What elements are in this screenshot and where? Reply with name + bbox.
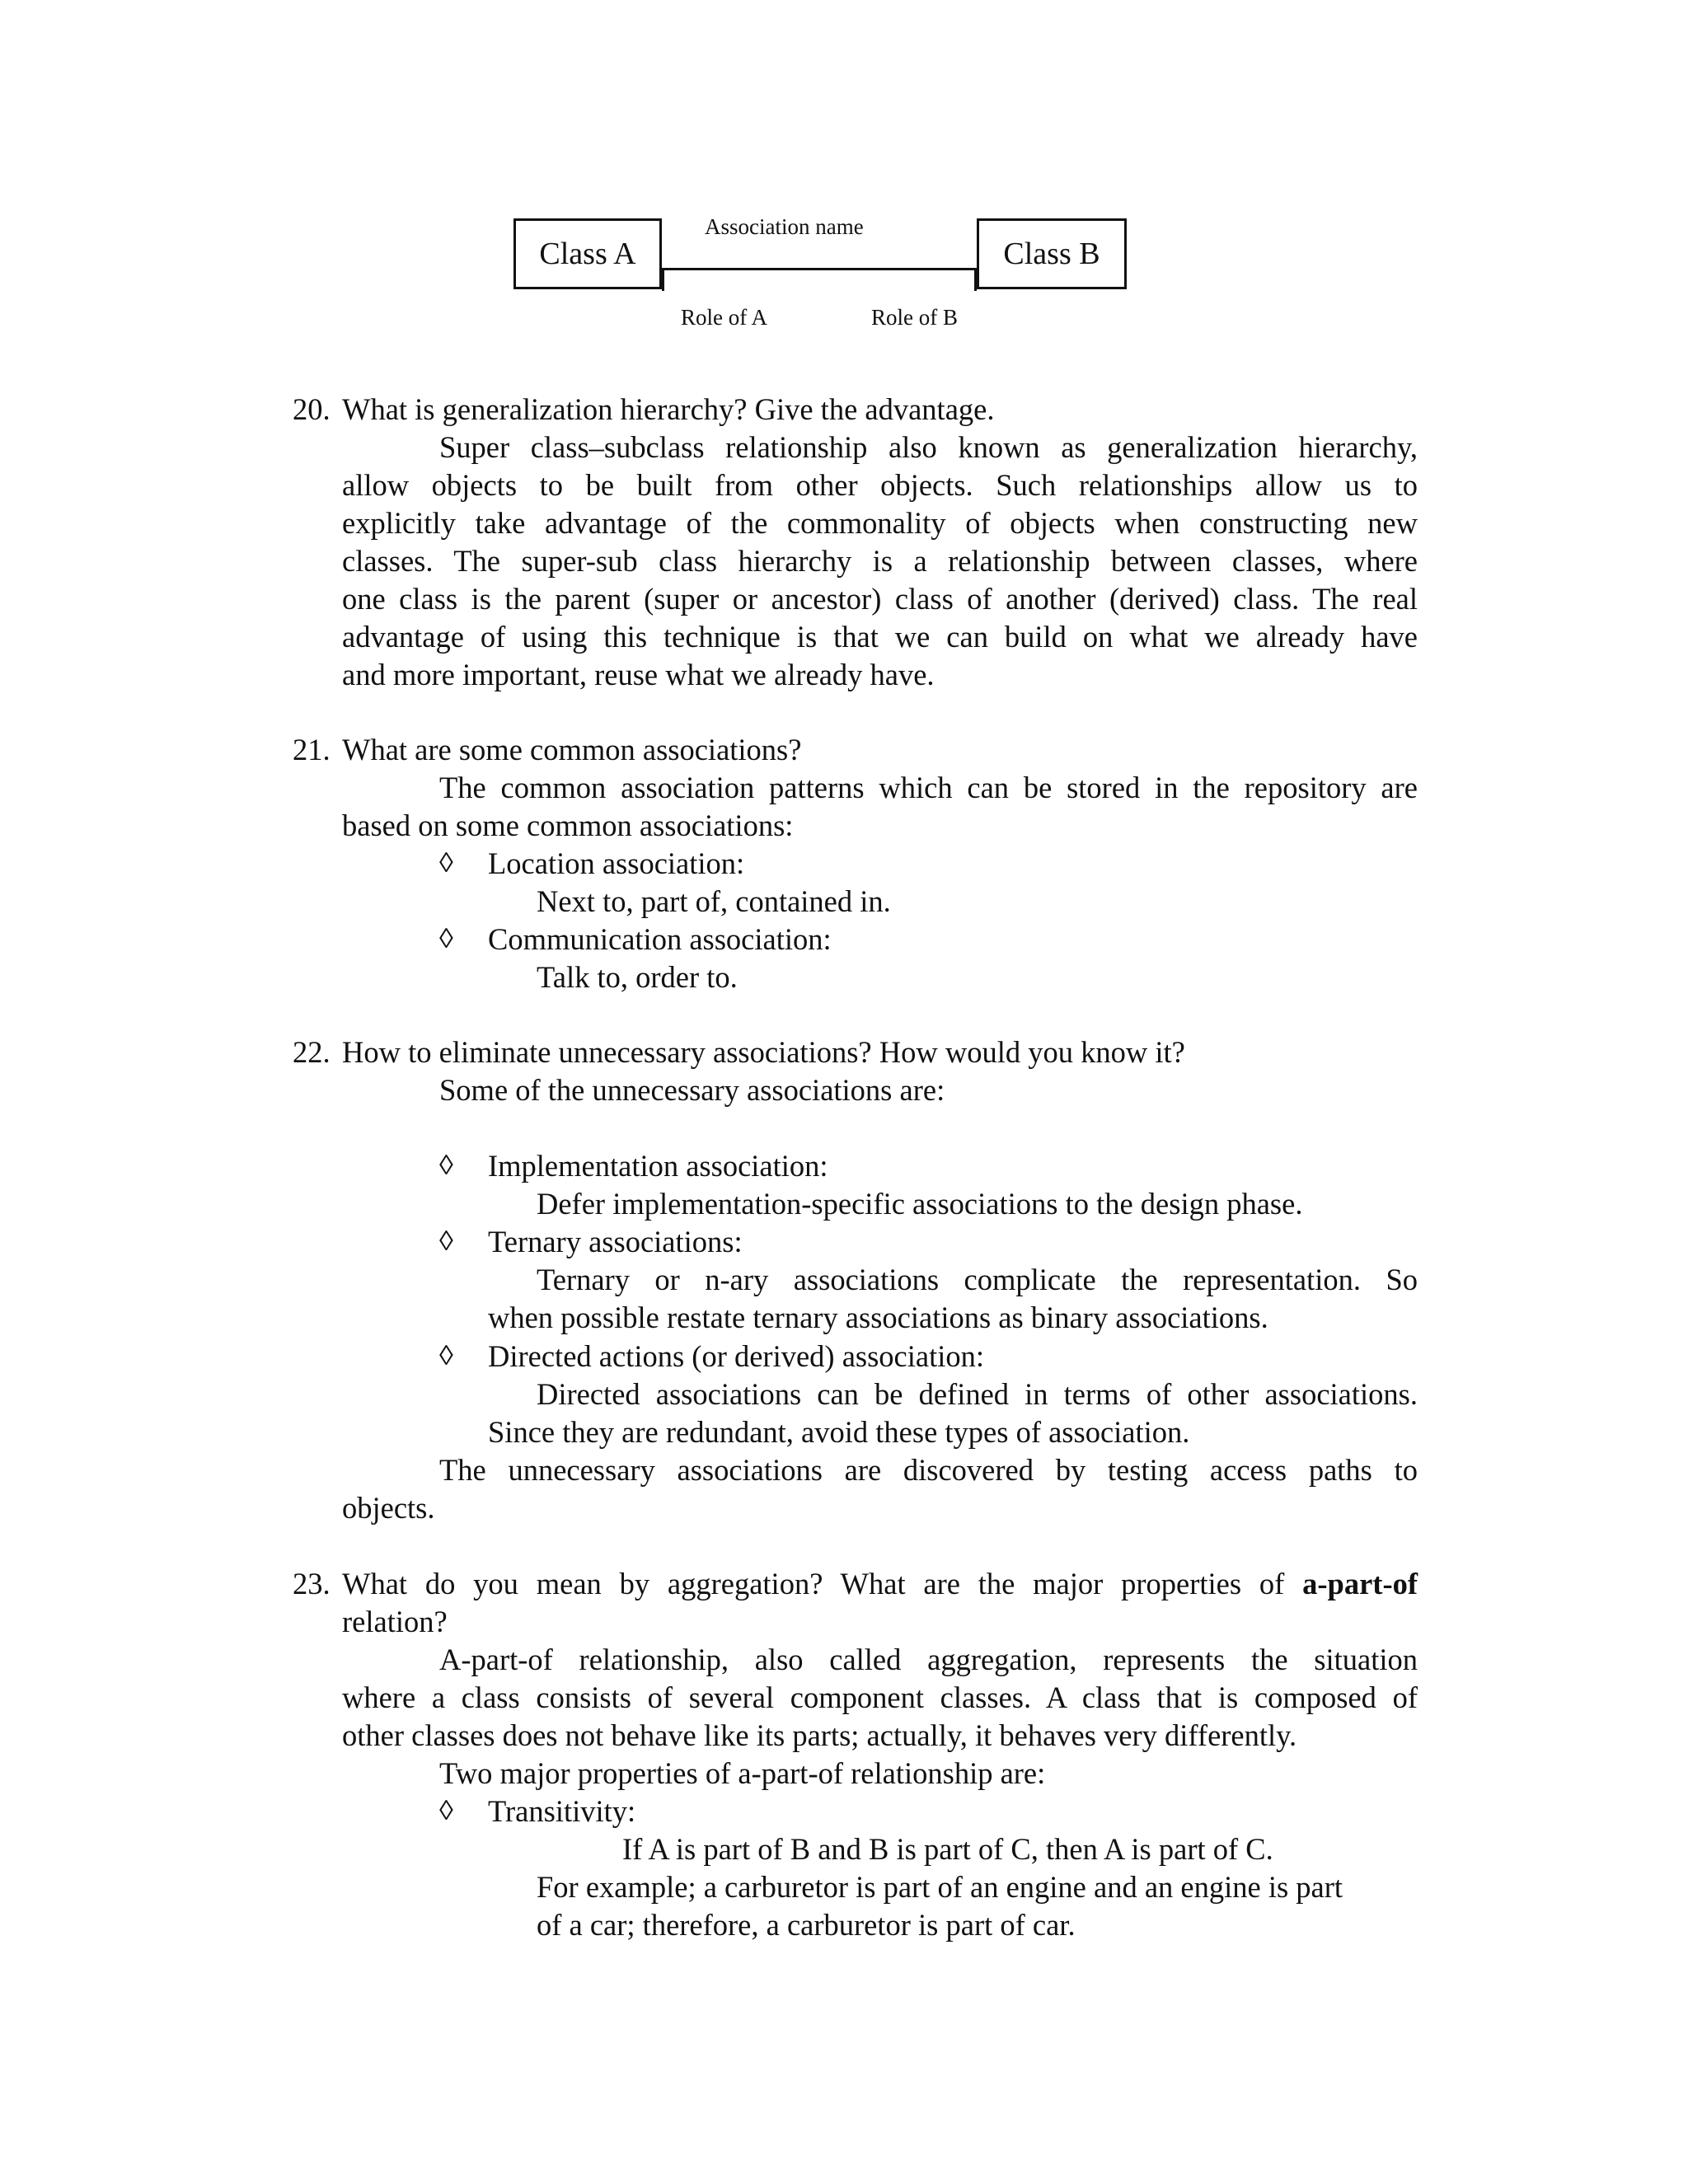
q21-intro-line: based on some common associations:	[342, 808, 794, 842]
q22-closing-line: The unnecessary associations are discovered by testing access paths to	[439, 1453, 1418, 1487]
q23-question	[293, 1565, 342, 1603]
q23-question-bold-term: a-part-of	[1302, 1567, 1418, 1601]
q22-question	[293, 1033, 1185, 1071]
q20-line: explicitly take advantage of the commonality of objects when constructing new	[342, 506, 1418, 540]
q22-item-detail: Directed associations can be defined in terms of other associations.	[537, 1377, 1418, 1411]
q20-line: Super class–subclass relationship also known as generalization hierarchy,	[439, 430, 1418, 464]
role-a-label: Role of A	[681, 305, 767, 330]
q22-item-detail: when possible restate ternary associations as binary associations.	[488, 1301, 1268, 1334]
q21-item-detail: Talk to, order to.	[537, 960, 738, 994]
association-line-right-tick	[974, 268, 977, 291]
q23-line: A-part-of relationship, also called aggregation, represents the situation	[439, 1643, 1418, 1676]
q23-question-text: What do you mean by aggregation? What are the major properties of	[342, 1567, 1285, 1601]
q20-question-text: What is generalization hierarchy? Give the advantage.	[342, 392, 995, 426]
q23-line: other classes does not behave like its parts; actually, it behaves very differently.	[342, 1718, 1297, 1752]
association-line	[662, 268, 977, 270]
diamond-bullet-icon: ◊	[439, 924, 453, 954]
q21-item-detail: Next to, part of, contained in.	[537, 884, 891, 918]
q22-closing-line: objects.	[342, 1491, 435, 1525]
q22-intro: Some of the unnecessary associations are:	[439, 1073, 945, 1107]
association-name-label: Association name	[705, 214, 864, 239]
q22-question-text: How to eliminate unnecessary associations? How would you know it?	[342, 1035, 1185, 1069]
q23-example-line: For example; a carburetor is part of an engine and an engine is part	[537, 1870, 1343, 1904]
q21-number: 21.	[293, 733, 331, 766]
q22-item-detail: Ternary or n-ary associations complicate the representation. So	[537, 1263, 1418, 1296]
q23-question-line	[342, 1565, 1418, 1603]
q23-line: Two major properties of a-part-of relationship are:	[439, 1756, 1046, 1790]
role-b-label: Role of B	[871, 305, 958, 330]
q20-line: allow objects to be built from other objects. Such relationships allow us to	[342, 468, 1418, 502]
q21-item-title: Location association:	[488, 846, 745, 880]
diamond-bullet-icon: ◊	[439, 848, 453, 879]
diamond-bullet-icon: ◊	[439, 1226, 453, 1257]
class-b-box: Class B	[977, 218, 1127, 289]
diamond-bullet-icon: ◊	[439, 1796, 453, 1826]
q23-question-end: relation?	[342, 1605, 448, 1638]
q22-item-title: Directed actions (or derived) association:	[488, 1339, 985, 1373]
q21-intro-line: The common association patterns which can be stored in the repository are	[439, 771, 1418, 804]
association-diagram	[0, 0, 1688, 354]
q22-item-detail: Since they are redundant, avoid these types of association.	[488, 1415, 1190, 1449]
diamond-bullet-icon: ◊	[439, 1341, 453, 1371]
q22-item-detail: Defer implementation-specific associations to the design phase.	[537, 1187, 1303, 1221]
q22-number: 22.	[293, 1035, 331, 1069]
association-line-left-tick	[662, 268, 664, 291]
class-a-box: Class A	[513, 218, 662, 289]
q20-line: classes. The super-sub class hierarchy is a relationship between classes, where	[342, 544, 1418, 578]
q20-line: and more important, reuse what we already have.	[342, 658, 935, 691]
diamond-bullet-icon: ◊	[439, 1151, 453, 1181]
q20-line: advantage of using this technique is that we can build on what we already have	[342, 620, 1418, 654]
q23-number: 23.	[293, 1567, 331, 1601]
q21-question-text: What are some common associations?	[342, 733, 802, 766]
q20-question	[293, 391, 994, 429]
q23-rule: If A is part of B and B is part of C, then A is part of C.	[622, 1832, 1273, 1866]
q20-number: 20.	[293, 392, 331, 426]
q21-item-title: Communication association:	[488, 922, 832, 956]
q20-line: one class is the parent (super or ancestor) class of another (derived) class. The real	[342, 582, 1418, 616]
q23-item-title: Transitivity:	[488, 1794, 636, 1828]
q23-example-line: of a car; therefore, a carburetor is part of car.	[537, 1908, 1076, 1942]
q22-item-title: Implementation association:	[488, 1149, 828, 1183]
q22-item-title: Ternary associations:	[488, 1225, 743, 1258]
q21-question	[293, 731, 801, 769]
q23-line: where a class consists of several component classes. A class that is composed of	[342, 1680, 1418, 1714]
